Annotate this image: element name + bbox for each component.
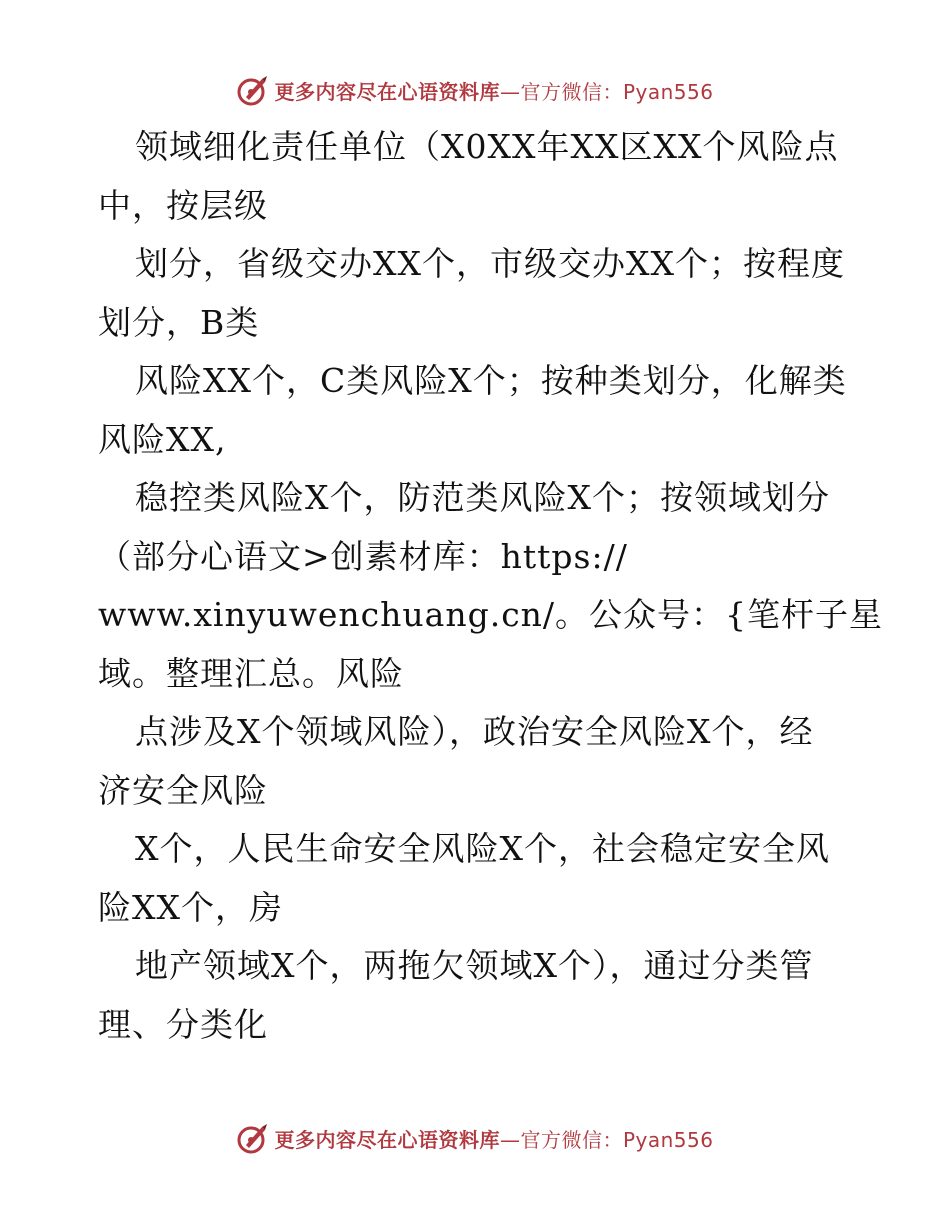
- header-banner: [0, 70, 950, 110]
- paragraph-line: 地产领域X个，两拖欠领域X个），通过分类管: [135, 946, 814, 985]
- banner-library-text: 更多内容尽在心语资料库: [274, 1127, 500, 1152]
- paragraph-line: 中，按层级: [98, 185, 268, 225]
- paragraph-line: 点涉及X个领域风险），政治安全风险X个，经: [135, 712, 814, 751]
- banner-title: [274, 1124, 713, 1153]
- footer-banner: [0, 1118, 950, 1158]
- paragraph-line: 域。整理汇总。风险: [98, 653, 404, 693]
- paragraph-line: 风险XX个，C类风险X个；按种类划分，化解类: [135, 361, 847, 400]
- paragraph-line: X个，人民生命安全风险X个，社会稳定安全风: [135, 829, 830, 868]
- quill-pen-circle-icon: [236, 73, 270, 107]
- paragraph-line: 险XX个，房: [98, 887, 283, 927]
- paragraph-line: 理、分类化: [98, 1004, 268, 1044]
- paragraph-line: （部分心语文>创素材库：https://: [98, 536, 628, 576]
- paragraph-line: 济安全风险: [98, 770, 268, 810]
- banner-wechat-text: —官方微信：Pyan556: [499, 1127, 714, 1152]
- paragraph-line: 划分，省级交办XX个，市级交办XX个；按程度: [135, 244, 845, 283]
- banner-library-text: 更多内容尽在心语资料库: [274, 79, 500, 104]
- paragraph-line: 稳控类风险X个，防范类风险X个；按领域划分: [135, 478, 830, 517]
- banner-wechat-text: —官方微信：Pyan556: [499, 79, 714, 104]
- banner-title: [274, 76, 713, 105]
- document-body: [98, 118, 884, 1054]
- paragraph-line: 风险XX,: [98, 419, 227, 459]
- paragraph-line: 领域细化责任单位（X0XX年XX区XX个风险点: [135, 127, 839, 166]
- paragraph-line: 划分，B类: [98, 302, 260, 342]
- paragraph-line: www.xinyuwenchuang.cn/。公众号：{笔杆子星: [98, 595, 884, 634]
- quill-pen-circle-icon: [236, 1121, 270, 1155]
